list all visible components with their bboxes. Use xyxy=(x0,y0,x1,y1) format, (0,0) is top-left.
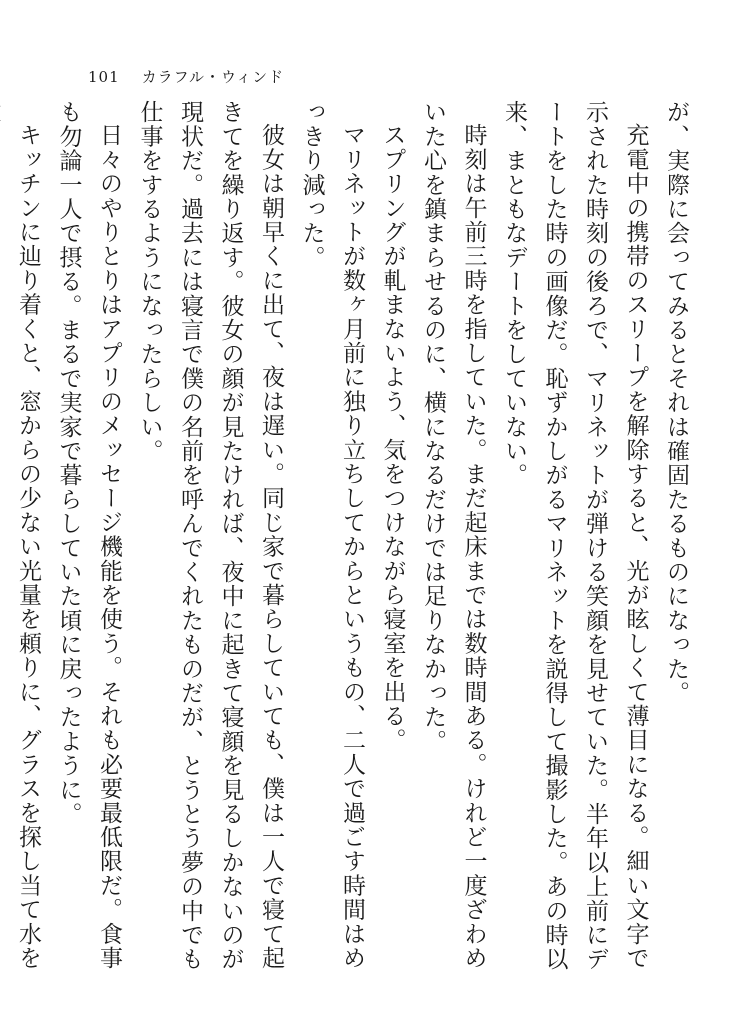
paragraph-4: スプリングが軋まないよう、気をつけながら寝室を出る。 xyxy=(379,123,406,753)
running-title: カラフル・ウィンド xyxy=(141,68,285,86)
body-text xyxy=(15,100,696,980)
paragraph-2: 充電中の携帯のスリープを解除すると、光が眩しくて薄目になる。細い文字で示された時刻の後ろで、マリネットが弾ける笑顔を見せていた。半年以上前にデートをした時の画像だ。恥ずかしがるマリネットを説得して撮影した。あの時以来、まともなデートをしていない。 xyxy=(501,100,649,972)
running-header xyxy=(88,66,284,87)
paragraph-3: 時刻は午前三時を指していた。まだ起床までは数時間ある。けれど一度ざわめいた心を鎮まらせるのに、横になるだけでは足りなかった。 xyxy=(420,100,487,970)
paragraph-5: マリネットが数ヶ月前に独り立ちしてからというもの、二人で過ごす時間はめっきり減った。 xyxy=(298,100,365,970)
paragraph-1: が、実際に会ってみるとそれは確固たるものになった。 xyxy=(663,100,689,705)
page-number: 101 xyxy=(88,68,120,86)
paragraph-8: キッチンに辿り着くと、窓からの少ない光量を頼りに、グラスを探し当て水を xyxy=(15,123,41,970)
paragraph-6: 彼女は朝早くに出て、夜は遅い。同じ家で暮らしていても、僕は一人で寝て起きてを繰り返す。彼女の顔が見たければ、夜中に起きて寝顔を見るしかないのが現状だ。過去には寝言で僕の名前を呼んでくれたものだが、とうとう夢の中でも仕事をするようになったらしい。 xyxy=(136,100,284,972)
paragraph-7: 日々のやりとりはアプリのメッセージ機能を使う。それも必要最低限だ。食事も勿論一人で摂る。まるで実家で暮らしていた頃に戻ったように。 xyxy=(55,100,122,970)
